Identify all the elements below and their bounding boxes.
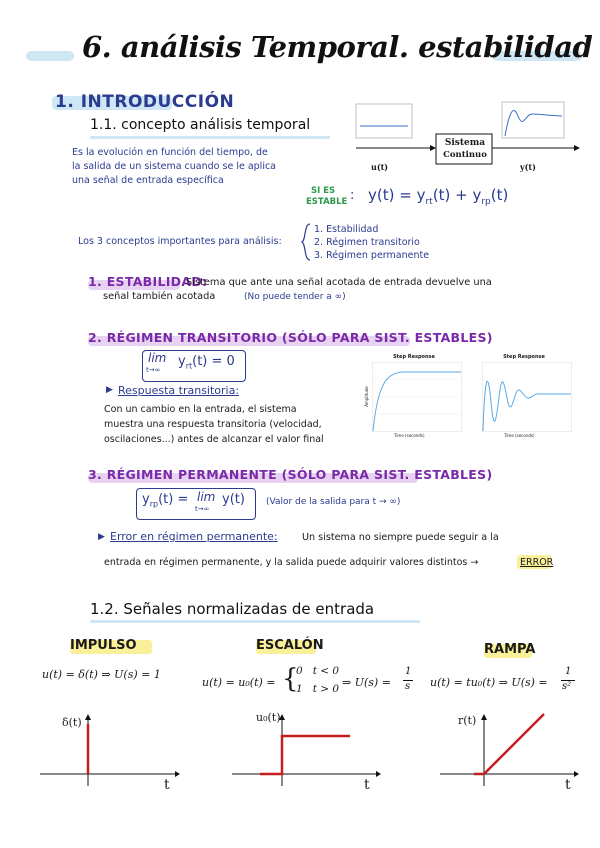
output-label: y(t) [520, 162, 536, 172]
step-formula-left: u(t) = u₀(t) = [202, 676, 276, 689]
formula-part: y [472, 186, 482, 204]
formula-sub: rt [185, 361, 193, 371]
permanent-formula-lim: lim [197, 490, 216, 504]
formula-part: y [416, 186, 426, 204]
permanent-text-2: entrada en régimen permanente, y la salida puede adquirir valores distintos → [104, 557, 479, 568]
concept-item: 3. Régimen permanente [314, 250, 430, 261]
stable-label-1: SI ES [311, 186, 336, 196]
step-graph [232, 712, 382, 792]
input-label: u(t) [371, 162, 389, 172]
subsection-underline [90, 136, 330, 139]
transient-line: oscilaciones...) antes de alcanzar el valor final [104, 434, 324, 445]
ramp-xlabel: t [565, 777, 571, 793]
transient-formula-sub: t→∞ [146, 366, 161, 374]
definition-line: una señal de entrada específica [72, 175, 224, 186]
impulse-xlabel: t [164, 777, 170, 793]
stable-label-2: ESTABLE [306, 197, 348, 207]
subsection-heading-1-2: 1.2. Señales normalizadas de entrada [90, 600, 375, 618]
plot-title: Step Response [393, 354, 435, 360]
impulse-name: IMPULSO [70, 638, 137, 653]
formula-part: (t) = [158, 492, 189, 507]
stability-text [186, 276, 492, 290]
stability-text-2: señal también acotada [103, 291, 216, 302]
stable-colon: : [350, 188, 355, 203]
definition-text [72, 146, 342, 188]
page-title: 6. análisis Temporal. estabilidad [82, 30, 593, 64]
plot-ylabel: Amplitude [363, 386, 369, 407]
formula-part: y [142, 492, 150, 507]
concepts-brace [300, 222, 312, 262]
plot-title: Step Response [503, 354, 545, 360]
step-formula-right: ⇒ U(s) = [342, 676, 391, 689]
formula-part: y [178, 354, 186, 369]
step-name: ESCALÓN [256, 638, 324, 653]
stability-heading: 1. ESTABILIDAD: [88, 274, 208, 289]
ramp-num: 1 [565, 666, 572, 677]
transient-line: muestra una respuesta transitoria (velocidad, [104, 419, 322, 430]
step-den: s [405, 681, 411, 692]
ramp-formula: u(t) = tu₀(t) ⇒ U(s) = [430, 676, 548, 689]
ramp-den: s² [562, 681, 572, 692]
concept-item: 2. Régimen transitorio [314, 237, 420, 248]
section-heading-introduccion: 1. INTRODUCCIÓN [55, 92, 235, 112]
transient-text [104, 402, 324, 447]
permanent-formula-sub: t→∞ [195, 505, 210, 513]
step-brace: { [282, 664, 299, 694]
transient-bullet-title: Respuesta transitoria: [118, 384, 240, 397]
permanent-note: (Valor de la salida para t → ∞) [266, 497, 401, 507]
transient-bullet-icon: ▶ [106, 385, 113, 395]
formula-sub: rp [481, 197, 491, 207]
formula-part: (t) [490, 186, 509, 204]
permanent-bullet-icon: ▶ [98, 532, 105, 542]
impulse-formula: u(t) = δ(t) ⇒ U(s) = 1 [42, 668, 161, 681]
error-word: ERROR [520, 557, 554, 568]
formula-part: (t) = 0 [192, 354, 235, 369]
definition-line: Es la evolución en función del tiempo, de [72, 147, 268, 158]
step-ylabel: u₀(t) [256, 711, 281, 724]
transient-line: Con un cambio en la entrada, el sistema [104, 404, 297, 415]
concepts-list [314, 223, 429, 262]
step-response-plot-1 [364, 354, 464, 444]
plot-xlabel: Time (seconds) [394, 433, 425, 438]
permanent-formula [142, 492, 188, 509]
step-case-2: 1 t > 0 [296, 683, 340, 695]
permanent-text-1: Un sistema no siempre puede seguir a la [302, 532, 499, 543]
stability-note: (No puede tender a ∞) [244, 292, 346, 302]
definition-line: la salida de un sistema cuando se le aplica [72, 161, 277, 172]
formula-sub: rp [149, 499, 159, 509]
formula-part: + [455, 186, 468, 204]
block-label: Sistema [444, 138, 486, 148]
permanent-heading: 3. RÉGIMEN PERMANENTE (SÓLO PARA SIST. ESTABLES) [88, 467, 493, 482]
permanent-bullet-title: Error en régimen permanente: [110, 530, 278, 543]
transient-formula-lim: lim [148, 351, 167, 365]
subsection-heading-1-1: 1.1. concepto análisis temporal [90, 117, 311, 133]
permanent-formula-tail: y(t) [222, 492, 245, 507]
transient-formula-body [178, 354, 235, 371]
ramp-ylabel: r(t) [458, 714, 477, 727]
impulse-ylabel: δ(t) [62, 716, 82, 729]
formula-part: (t) [432, 186, 451, 204]
title-highlight-left [26, 51, 74, 61]
stability-line: Sistema que ante una señal acotada de entrada devuelve una [186, 277, 492, 288]
transient-heading: 2. RÉGIMEN TRANSITORIO (SÓLO PARA SIST. ESTABLES) [88, 330, 493, 345]
impulse-graph [40, 712, 180, 792]
formula-part: y(t) = [368, 186, 412, 204]
step-response-plot-2 [474, 354, 574, 444]
step-case-1: 0 t < 0 [296, 665, 340, 677]
plot-xlabel: Time (seconds) [504, 433, 535, 438]
step-num: 1 [405, 666, 412, 677]
ramp-name: RAMPA [484, 642, 536, 657]
step-xlabel: t [364, 777, 370, 793]
stable-formula [368, 186, 508, 207]
block-sublabel: Continuo [443, 150, 487, 160]
formula-sub: rt [425, 197, 433, 207]
concepts-label: Los 3 conceptos importantes para análisis: [78, 236, 282, 247]
subsection-underline [90, 620, 420, 623]
concept-item: 1. Estabilidad [314, 224, 379, 235]
